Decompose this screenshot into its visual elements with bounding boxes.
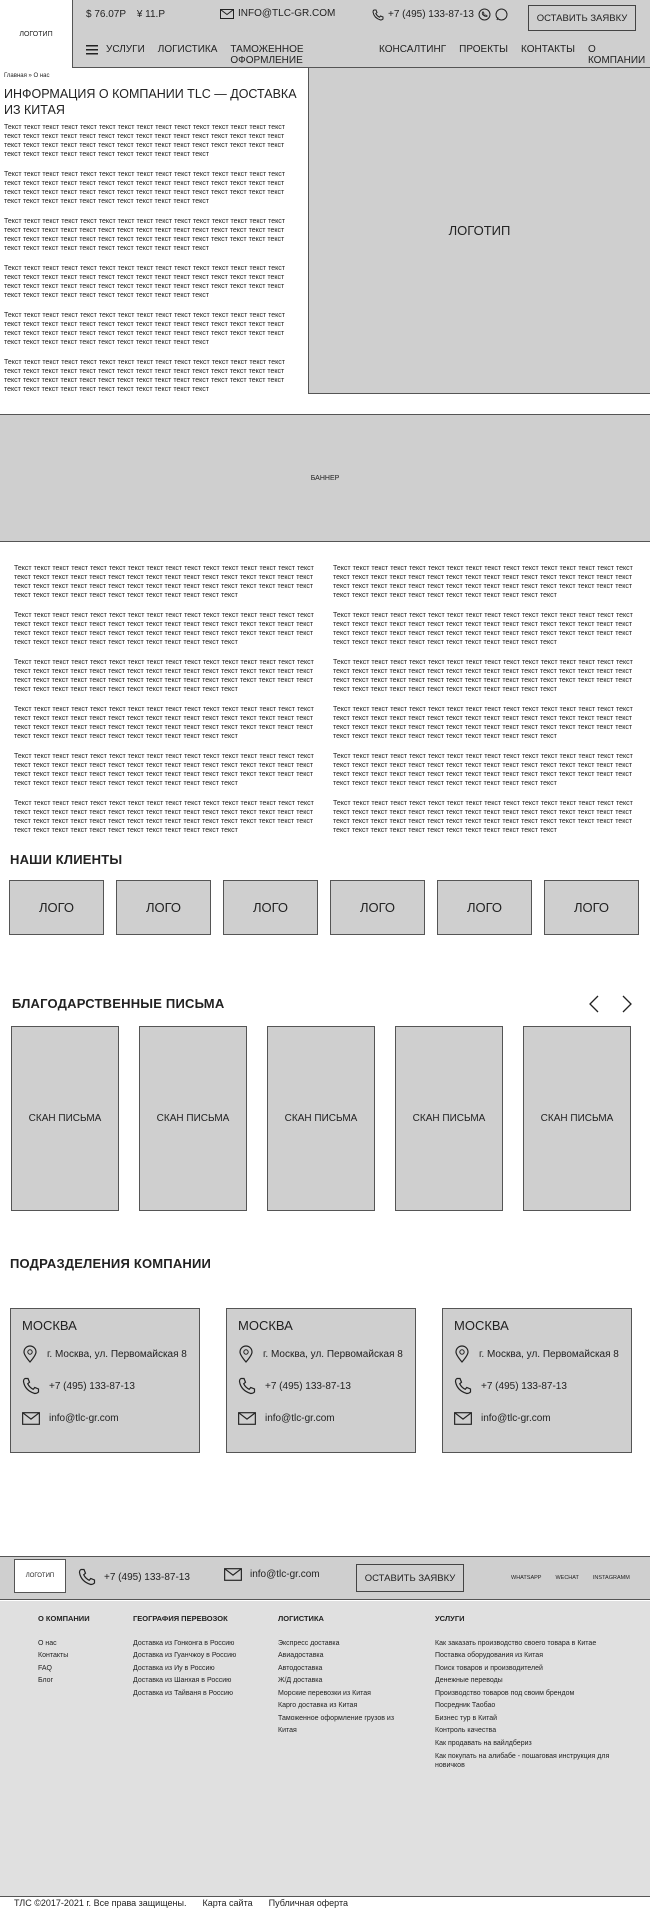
footer-link[interactable]: Доставка из Иу в Россию bbox=[133, 1664, 215, 1672]
footer-link[interactable]: Поставка оборудования из Китая bbox=[435, 1652, 543, 1659]
header-phone[interactable] bbox=[372, 8, 508, 21]
social-wechat-link[interactable]: WECHAT bbox=[555, 1575, 579, 1581]
mail-icon bbox=[454, 1412, 472, 1425]
intro-paragraph: Текст текст текст текст текст текст текст текст текст текст текст текст текст текст текст текст текст текст текст текст текст текст текст текст текст текст текст текст текст текст текст текст текст текст текст текст текст текст текст текст текст текст текст текст текст текст текст текст текст текст текст текст текст текст текст текст bbox=[4, 359, 285, 393]
letter-scan[interactable]: СКАН ПИСЬМА bbox=[523, 1026, 631, 1211]
phone-icon bbox=[372, 9, 384, 21]
footer-logo[interactable]: ЛОГОТИП bbox=[14, 1559, 66, 1593]
clients-list bbox=[9, 880, 639, 935]
social-whatsapp-link[interactable]: WHATSAPP bbox=[511, 1575, 542, 1581]
letter-scan[interactable]: СКАН ПИСЬМА bbox=[139, 1026, 247, 1211]
footer-phone-text: +7 (495) 133-87-13 bbox=[104, 1571, 190, 1583]
letter-scan[interactable]: СКАН ПИСЬМА bbox=[395, 1026, 503, 1211]
footer-link[interactable]: FAQ bbox=[38, 1664, 53, 1672]
page-title: ИНФОРМАЦИЯ О КОМПАНИИ TLC — ДОСТАВКА ИЗ КИТАЯ bbox=[4, 87, 297, 117]
footer-link[interactable]: О нас bbox=[38, 1639, 57, 1647]
division-card bbox=[10, 1308, 200, 1453]
letters-carousel bbox=[11, 1026, 631, 1211]
division-email[interactable] bbox=[238, 1409, 404, 1427]
division-address-text: г. Москва, ул. Первомайская 8 bbox=[263, 1348, 403, 1360]
carousel-prev-arrow-icon[interactable] bbox=[587, 994, 601, 1014]
division-city: МОСКВА bbox=[238, 1318, 293, 1333]
intro-logo-placeholder: ЛОГОТИП bbox=[308, 68, 650, 394]
text-columns bbox=[14, 564, 634, 834]
client-logo[interactable]: ЛОГО bbox=[437, 880, 532, 935]
text-column-right bbox=[333, 564, 634, 834]
intro-paragraph: Текст текст текст текст текст текст текст текст текст текст текст текст текст текст текст текст текст текст текст текст текст текст текст текст текст текст текст текст текст текст текст текст текст текст текст текст текст текст текст текст текст текст текст текст текст текст текст текст текст текст текст текст текст текст текст текст bbox=[4, 265, 285, 299]
header-logo[interactable]: ЛОГОТИП bbox=[0, 0, 73, 68]
text-paragraph: Текст текст текст текст текст текст текст текст текст текст текст текст текст текст текст текст текст текст текст текст текст текст текст текст текст текст текст текст текст текст текст текст текст текст текст текст текст текст текст текст текст текст текст текст текст текст текст текст текст текст текст текст текст текст текст текст текст текст текст текст bbox=[333, 612, 633, 646]
client-logo[interactable]: ЛОГО bbox=[544, 880, 639, 935]
text-paragraph: Текст текст текст текст текст текст текст текст текст текст текст текст текст текст текст текст текст текст текст текст текст текст текст текст текст текст текст текст текст текст текст текст текст текст текст текст текст текст текст текст текст текст текст текст текст текст текст текст текст текст текст текст текст текст текст текст текст текст текст текст bbox=[14, 706, 314, 740]
division-email-text: info@tlc-gr.com bbox=[265, 1412, 335, 1424]
text-paragraph: Текст текст текст текст текст текст текст текст текст текст текст текст текст текст текст текст текст текст текст текст текст текст текст текст текст текст текст текст текст текст текст текст текст текст текст текст текст текст текст текст текст текст текст текст текст текст текст текст текст текст текст текст текст текст текст текст текст текст текст текст bbox=[333, 565, 633, 599]
footer-column-company bbox=[38, 1613, 90, 1688]
letter-scan[interactable]: СКАН ПИСЬМА bbox=[267, 1026, 375, 1211]
division-address-text: г. Москва, ул. Первомайская 8 bbox=[47, 1348, 187, 1360]
nav-item-logistics[interactable]: ЛОГИСТИКА bbox=[157, 44, 218, 55]
division-email[interactable] bbox=[22, 1409, 188, 1427]
divisions-title: ПОДРАЗДЕЛЕНИЯ КОМПАНИИ bbox=[10, 1256, 212, 1271]
text-paragraph: Текст текст текст текст текст текст текст текст текст текст текст текст текст текст текст текст текст текст текст текст текст текст текст текст текст текст текст текст текст текст текст текст текст текст текст текст текст текст текст текст текст текст текст текст текст текст текст текст текст текст текст текст текст текст текст текст текст текст текст текст bbox=[333, 659, 633, 693]
footer-link[interactable]: Автодоставка bbox=[278, 1664, 323, 1672]
footer-link[interactable]: Как покупать на алибабе - пошаговая инструкция для новичков bbox=[435, 1753, 610, 1769]
footer-link[interactable]: Как продавать на вайлдбериз bbox=[435, 1739, 532, 1747]
text-paragraph: Текст текст текст текст текст текст текст текст текст текст текст текст текст текст текст текст текст текст текст текст текст текст текст текст текст текст текст текст текст текст текст текст текст текст текст текст текст текст текст текст текст текст текст текст текст текст текст текст текст текст текст текст текст текст текст текст текст текст текст текст bbox=[14, 753, 314, 787]
mail-icon bbox=[238, 1412, 256, 1425]
text-paragraph: Текст текст текст текст текст текст текст текст текст текст текст текст текст текст текст текст текст текст текст текст текст текст текст текст текст текст текст текст текст текст текст текст текст текст текст текст текст текст текст текст текст текст текст текст текст текст текст текст текст текст текст текст текст текст текст текст текст текст текст текст bbox=[14, 565, 314, 599]
header-email[interactable] bbox=[220, 8, 335, 19]
client-logo[interactable]: ЛОГО bbox=[330, 880, 425, 935]
divisions-list bbox=[10, 1308, 632, 1453]
footer-link[interactable]: Контроль качества bbox=[435, 1727, 497, 1734]
public-offer-link[interactable]: Публичная оферта bbox=[268, 1898, 349, 1908]
footer-phone[interactable] bbox=[78, 1568, 190, 1586]
division-phone-text: +7 (495) 133-87-13 bbox=[49, 1380, 135, 1392]
intro-paragraph: Текст текст текст текст текст текст текст текст текст текст текст текст текст текст текст текст текст текст текст текст текст текст текст текст текст текст текст текст текст текст текст текст текст текст текст текст текст текст текст текст текст текст текст текст текст текст текст текст текст текст текст текст текст текст текст текст bbox=[4, 218, 285, 252]
footer-link[interactable]: Блог bbox=[38, 1677, 54, 1684]
division-city: МОСКВА bbox=[22, 1318, 77, 1333]
rate-usd: $ 76.07Р bbox=[86, 9, 127, 20]
header-email-text: INFO@TLC-GR.COM bbox=[238, 8, 336, 19]
footer-column-services bbox=[435, 1613, 635, 1770]
mail-icon bbox=[224, 1568, 242, 1581]
division-email-text: info@tlc-gr.com bbox=[49, 1412, 119, 1424]
division-city: МОСКВА bbox=[454, 1318, 509, 1333]
whatsapp-icon[interactable] bbox=[495, 8, 508, 21]
footer-link[interactable]: Денежные переводы bbox=[435, 1677, 503, 1684]
hamburger-menu-icon[interactable] bbox=[86, 44, 98, 55]
nav-item-about[interactable]: О КОМПАНИИ bbox=[587, 44, 646, 66]
division-card bbox=[442, 1308, 632, 1453]
phone-icon bbox=[454, 1377, 472, 1395]
header-phone-text: +7 (495) 133-87-13 bbox=[388, 9, 474, 20]
phone-icon bbox=[238, 1377, 256, 1395]
text-paragraph: Текст текст текст текст текст текст текст текст текст текст текст текст текст текст текст текст текст текст текст текст текст текст текст текст текст текст текст текст текст текст текст текст текст текст текст текст текст текст текст текст текст текст текст текст текст текст текст текст текст текст текст текст текст текст текст текст текст текст текст текст bbox=[14, 800, 314, 834]
text-paragraph: Текст текст текст текст текст текст текст текст текст текст текст текст текст текст текст текст текст текст текст текст текст текст текст текст текст текст текст текст текст текст текст текст текст текст текст текст текст текст текст текст текст текст текст текст текст текст текст текст текст текст текст текст текст текст текст текст текст текст текст текст bbox=[333, 706, 633, 740]
client-logo[interactable]: ЛОГО bbox=[9, 880, 104, 935]
footer-column-title: О КОМПАНИИ bbox=[38, 1614, 90, 1623]
division-email-text: info@tlc-gr.com bbox=[481, 1412, 551, 1424]
footer-link[interactable]: Доставка из Тайваня в Россию bbox=[133, 1689, 234, 1697]
footer-link[interactable]: Доставка из Гонконга в Россию bbox=[133, 1639, 235, 1647]
carousel-next-arrow-icon[interactable] bbox=[620, 994, 634, 1014]
footer-column-logistics bbox=[278, 1613, 408, 1738]
text-paragraph: Текст текст текст текст текст текст текст текст текст текст текст текст текст текст текст текст текст текст текст текст текст текст текст текст текст текст текст текст текст текст текст текст текст текст текст текст текст текст текст текст текст текст текст текст текст текст текст текст текст текст текст текст текст текст текст текст текст текст текст текст bbox=[14, 612, 314, 646]
rate-cny: ¥ 11.Р bbox=[136, 9, 165, 20]
nav-item-consulting[interactable]: КОНСАЛТИНГ bbox=[379, 44, 447, 55]
banner[interactable]: БАННЕР bbox=[0, 414, 650, 542]
breadcrumb[interactable]: Главная » О нас bbox=[4, 73, 50, 79]
mail-icon bbox=[22, 1412, 40, 1425]
phone-icon bbox=[22, 1377, 40, 1395]
division-address bbox=[22, 1345, 188, 1363]
client-logo[interactable]: ЛОГО bbox=[116, 880, 211, 935]
nav-item-customs[interactable]: ТАМОЖЕННОЕ ОФОРМЛЕНИЕ bbox=[230, 44, 304, 66]
footer-link[interactable]: Поиск товаров и производителей bbox=[435, 1664, 543, 1672]
text-column-left bbox=[14, 564, 315, 834]
copyright-bar bbox=[14, 1898, 348, 1908]
client-logo[interactable]: ЛОГО bbox=[223, 880, 318, 935]
footer-link[interactable]: Доставка из Шанхая в Россию bbox=[133, 1677, 232, 1684]
mail-icon bbox=[220, 9, 234, 19]
nav-item-services[interactable]: УСЛУГИ bbox=[106, 44, 145, 55]
social-instagram-link[interactable]: INSTAGRAMM bbox=[592, 1575, 630, 1581]
division-email[interactable] bbox=[454, 1409, 620, 1427]
division-phone[interactable] bbox=[238, 1377, 404, 1395]
intro-paragraph: Текст текст текст текст текст текст текст текст текст текст текст текст текст текст текст текст текст текст текст текст текст текст текст текст текст текст текст текст текст текст текст текст текст текст текст текст текст текст текст текст текст текст текст текст текст текст текст текст текст текст текст текст текст текст текст текст bbox=[4, 124, 285, 158]
footer-column-geography bbox=[133, 1613, 236, 1700]
division-phone[interactable] bbox=[22, 1377, 188, 1395]
text-paragraph: Текст текст текст текст текст текст текст текст текст текст текст текст текст текст текст текст текст текст текст текст текст текст текст текст текст текст текст текст текст текст текст текст текст текст текст текст текст текст текст текст текст текст текст текст текст текст текст текст текст текст текст текст текст текст текст текст текст текст текст текст bbox=[333, 800, 633, 834]
footer-column-title: ЛОГИСТИКА bbox=[278, 1614, 324, 1623]
phone-icon bbox=[78, 1568, 96, 1586]
footer-link[interactable]: Доставка из Гуанчжоу в Россию bbox=[133, 1652, 237, 1659]
location-pin-icon bbox=[454, 1345, 470, 1363]
footer-request-button[interactable]: ОСТАВИТЬ ЗАЯВКУ bbox=[356, 1564, 464, 1592]
location-pin-icon bbox=[22, 1345, 38, 1363]
sitemap-link[interactable]: Карта сайта bbox=[202, 1898, 253, 1908]
location-pin-icon bbox=[238, 1345, 254, 1363]
intro-text bbox=[4, 123, 302, 405]
footer-link[interactable]: Контакты bbox=[38, 1652, 69, 1659]
division-card bbox=[226, 1308, 416, 1453]
footer-link[interactable]: Посредник Таобао bbox=[435, 1702, 496, 1709]
social-links bbox=[511, 1575, 630, 1581]
footer-link[interactable]: Экспресс доставка bbox=[278, 1639, 340, 1647]
header-request-button[interactable]: ОСТАВИТЬ ЗАЯВКУ bbox=[528, 5, 636, 31]
division-address bbox=[454, 1345, 620, 1363]
footer-link[interactable]: Ж/Д доставка bbox=[278, 1677, 323, 1684]
division-phone[interactable] bbox=[454, 1377, 620, 1395]
copyright-text: ТЛС ©2017-2021 г. Все права защищены. bbox=[14, 1898, 187, 1908]
footer-link[interactable]: Морские перевозки из Китая bbox=[278, 1689, 371, 1697]
footer-link[interactable]: Таможенное оформление грузов из Китая bbox=[278, 1714, 395, 1734]
division-address bbox=[238, 1345, 404, 1363]
letters-title: БЛАГОДАРСТВЕННЫЕ ПИСЬМА bbox=[12, 996, 225, 1011]
nav-item-projects[interactable]: ПРОЕКТЫ bbox=[459, 44, 508, 55]
division-phone-text: +7 (495) 133-87-13 bbox=[481, 1380, 567, 1392]
letter-scan[interactable]: СКАН ПИСЬМА bbox=[11, 1026, 119, 1211]
nav-item-contacts[interactable]: КОНТАКТЫ bbox=[521, 44, 575, 55]
footer-link[interactable]: Производство товаров под своим брендом bbox=[435, 1689, 575, 1697]
intro-paragraph: Текст текст текст текст текст текст текст текст текст текст текст текст текст текст текст текст текст текст текст текст текст текст текст текст текст текст текст текст текст текст текст текст текст текст текст текст текст текст текст текст текст текст текст текст текст текст текст текст текст текст текст текст текст текст текст текст bbox=[4, 312, 285, 346]
intro-paragraph: Текст текст текст текст текст текст текст текст текст текст текст текст текст текст текст текст текст текст текст текст текст текст текст текст текст текст текст текст текст текст текст текст текст текст текст текст текст текст текст текст текст текст текст текст текст текст текст текст текст текст текст текст текст текст текст текст bbox=[4, 171, 285, 205]
clients-title: НАШИ КЛИЕНТЫ bbox=[10, 852, 123, 867]
main-nav bbox=[106, 44, 650, 66]
footer-link[interactable]: Авиадоставка bbox=[278, 1652, 324, 1659]
division-phone-text: +7 (495) 133-87-13 bbox=[265, 1380, 351, 1392]
footer-column-title: УСЛУГИ bbox=[435, 1614, 465, 1623]
footer-column-title: ГЕОГРАФИЯ ПЕРЕВОЗОК bbox=[133, 1614, 228, 1623]
division-address-text: г. Москва, ул. Первомайская 8 bbox=[479, 1348, 619, 1360]
viber-icon[interactable] bbox=[478, 8, 491, 21]
footer-link[interactable]: Карго доставка из Китая bbox=[278, 1702, 358, 1709]
footer-email[interactable] bbox=[224, 1568, 320, 1581]
footer-email-text: info@tlc-gr.com bbox=[250, 1569, 320, 1580]
text-paragraph: Текст текст текст текст текст текст текст текст текст текст текст текст текст текст текст текст текст текст текст текст текст текст текст текст текст текст текст текст текст текст текст текст текст текст текст текст текст текст текст текст текст текст текст текст текст текст текст текст текст текст текст текст текст текст текст текст текст текст текст текст bbox=[333, 753, 633, 787]
text-paragraph: Текст текст текст текст текст текст текст текст текст текст текст текст текст текст текст текст текст текст текст текст текст текст текст текст текст текст текст текст текст текст текст текст текст текст текст текст текст текст текст текст текст текст текст текст текст текст текст текст текст текст текст текст текст текст текст текст текст текст текст текст bbox=[14, 659, 314, 693]
footer-link[interactable]: Бизнес тур в Китай bbox=[435, 1714, 498, 1722]
footer-link[interactable]: Как заказать производство своего товара в Китае bbox=[435, 1639, 597, 1647]
currency-rates bbox=[86, 9, 173, 20]
